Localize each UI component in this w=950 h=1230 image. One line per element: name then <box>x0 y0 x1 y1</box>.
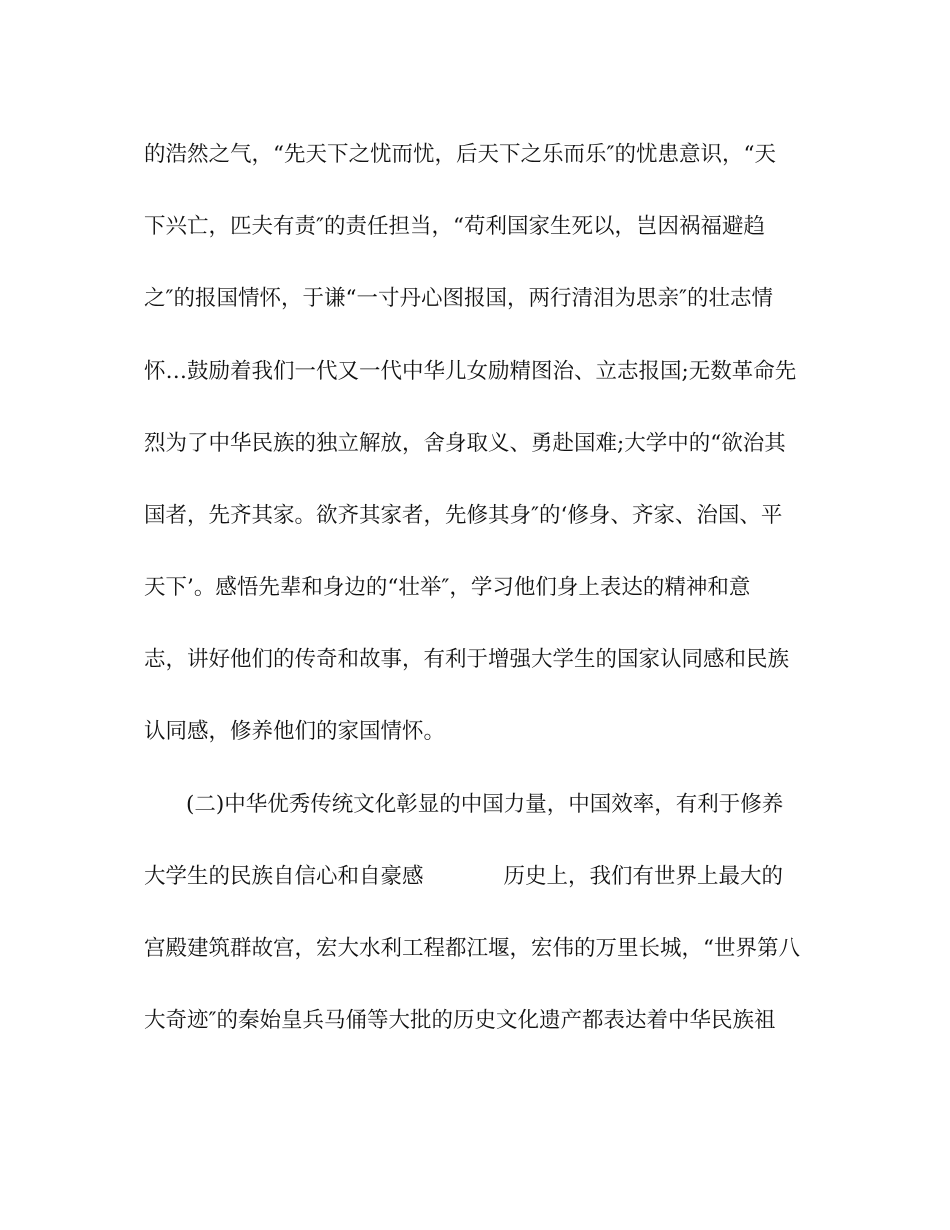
text-line: 怀…鼓励着我们一代又一代中华儿女励精图治、立志报国;无数革命先 <box>144 359 797 384</box>
text-line: 志，讲好他们的传奇和故事，有利于增强大学生的国家认同感和民族 <box>144 647 790 672</box>
text-line: 认同感，修养他们的家国情怀。 <box>144 719 446 744</box>
text-line: 国者，先齐其家。欲齐其家者，先修其身″的‘修身、齐家、治国、平 <box>144 503 783 528</box>
text-line: 之″的报国情怀，于谦“一寸丹心图报国，两行清泪为思亲″的壮志情 <box>144 286 774 311</box>
section-heading-text: 大学生的民族自信心和自豪感 <box>144 864 424 889</box>
section-heading-line: (二)中华优秀传统文化彰显的中国力量，中国效率，有利于修养 <box>186 792 784 817</box>
paragraph-start-text: 历史上，我们有世界上最大的 <box>503 864 784 889</box>
text-line: 大奇迹″的秦始皇兵马俑等大批的历史文化遗产都表达着中华民族祖 <box>144 1008 776 1033</box>
text-line: 烈为了中华民族的独立解放，舍身取义、勇赴国难;大学中的“欲治其 <box>144 431 786 456</box>
text-line: 的浩然之气，“先天下之忧而忧，后天下之乐而乐″的忧患意识，“天 <box>144 142 777 167</box>
text-line: 宫殿建筑群故宫，宏大水利工程都江堰，宏伟的万里长城，“世界第八 <box>144 936 800 961</box>
section-heading-line-end <box>144 857 783 897</box>
text-line: 下兴亡，匹夫有责″的责任担当，“苟利国家生死以，岂因祸福避趋 <box>144 214 766 239</box>
text-line: 天下’。感悟先辈和身边的“壮举″，学习他们身上表达的精神和意 <box>144 575 751 600</box>
